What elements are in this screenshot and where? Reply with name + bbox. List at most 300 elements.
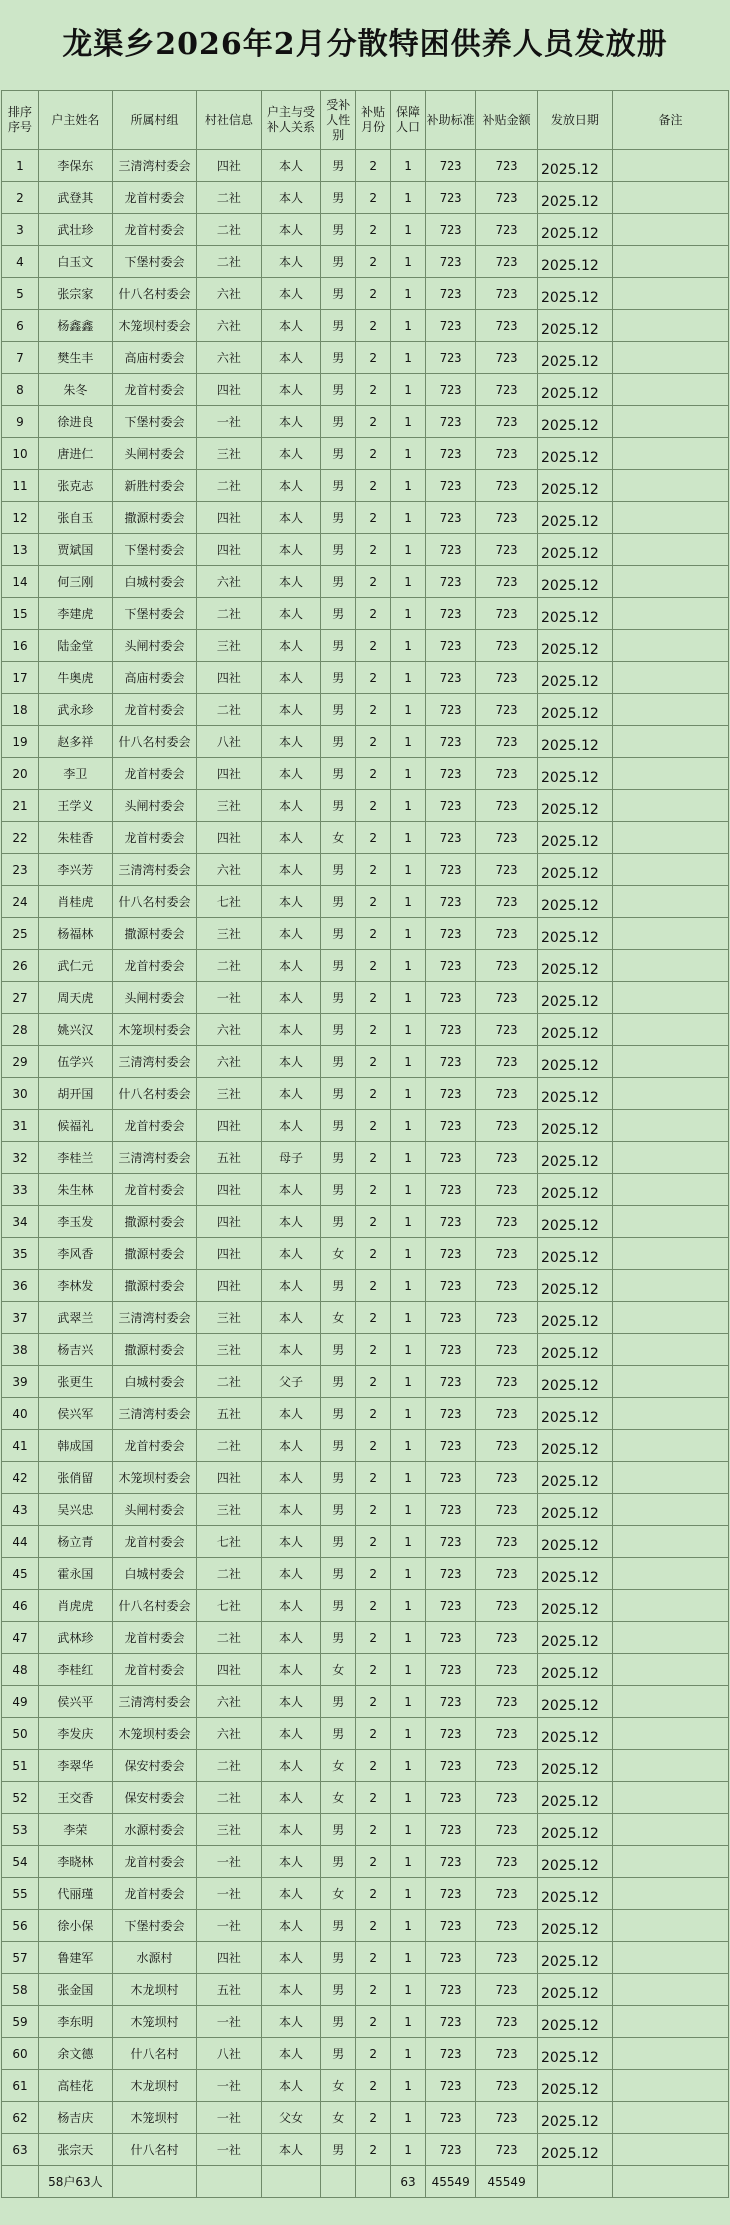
name-cell[interactable]: 李卫	[38, 758, 112, 790]
date-cell[interactable]: 2025.12	[537, 1046, 612, 1078]
relation-cell[interactable]: 本人	[261, 918, 321, 950]
relation-cell[interactable]: 本人	[261, 342, 321, 374]
seq-cell[interactable]: 27	[2, 982, 39, 1014]
group-cell[interactable]: 四社	[197, 1110, 262, 1142]
amount-cell[interactable]: 723	[476, 1206, 538, 1238]
name-cell[interactable]: 张宗家	[38, 278, 112, 310]
village-cell[interactable]: 三清湾村委会	[112, 1142, 196, 1174]
village-cell[interactable]: 木笼坝村委会	[112, 1462, 196, 1494]
amount-cell[interactable]: 723	[476, 1430, 538, 1462]
remarks-cell[interactable]	[612, 1014, 728, 1046]
months-cell[interactable]: 2	[356, 1270, 391, 1302]
months-cell[interactable]: 2	[356, 1622, 391, 1654]
seq-cell[interactable]: 43	[2, 1494, 39, 1526]
group-cell[interactable]: 四社	[197, 1654, 262, 1686]
months-cell[interactable]: 2	[356, 438, 391, 470]
date-header[interactable]: 发放日期	[537, 91, 612, 150]
date-cell[interactable]: 2025.12	[537, 278, 612, 310]
village-cell[interactable]: 木笼坝村委会	[112, 1718, 196, 1750]
date-cell[interactable]: 2025.12	[537, 1846, 612, 1878]
householder-name-header[interactable]: 户主姓名	[38, 91, 112, 150]
date-cell[interactable]: 2025.12	[537, 982, 612, 1014]
remarks-cell[interactable]	[612, 2038, 728, 2070]
amount-cell[interactable]: 723	[476, 1046, 538, 1078]
relation-cell[interactable]: 本人	[261, 854, 321, 886]
date-cell[interactable]: 2025.12	[537, 854, 612, 886]
name-cell[interactable]: 武翠兰	[38, 1302, 112, 1334]
village-cell[interactable]: 下堡村委会	[112, 1910, 196, 1942]
village-cell[interactable]: 龙首村委会	[112, 374, 196, 406]
months-cell[interactable]: 2	[356, 790, 391, 822]
amount-cell[interactable]: 723	[476, 1110, 538, 1142]
persons-cell[interactable]: 1	[391, 726, 426, 758]
gender-cell[interactable]: 男	[321, 502, 356, 534]
standard-cell[interactable]: 723	[426, 1590, 476, 1622]
name-cell[interactable]: 李风香	[38, 1238, 112, 1270]
relation-cell[interactable]: 本人	[261, 694, 321, 726]
village-cell[interactable]: 下堡村委会	[112, 246, 196, 278]
persons-cell[interactable]: 1	[391, 470, 426, 502]
remarks-cell[interactable]	[612, 150, 728, 182]
gender-cell[interactable]: 男	[321, 406, 356, 438]
group-cell[interactable]: 五社	[197, 1398, 262, 1430]
standard-cell[interactable]: 723	[426, 150, 476, 182]
months-cell[interactable]: 2	[356, 1078, 391, 1110]
seq-cell[interactable]: 23	[2, 854, 39, 886]
name-cell[interactable]: 陆金堂	[38, 630, 112, 662]
relation-cell[interactable]: 本人	[261, 1462, 321, 1494]
months-cell[interactable]: 2	[356, 502, 391, 534]
gender-cell[interactable]: 男	[321, 1558, 356, 1590]
gender-cell[interactable]: 男	[321, 1686, 356, 1718]
group-cell[interactable]: 四社	[197, 758, 262, 790]
remarks-cell[interactable]	[612, 470, 728, 502]
standard-cell[interactable]: 723	[426, 1910, 476, 1942]
amount-cell[interactable]: 723	[476, 1558, 538, 1590]
name-cell[interactable]: 侯兴军	[38, 1398, 112, 1430]
group-cell[interactable]: 二社	[197, 1782, 262, 1814]
seq-cell[interactable]: 4	[2, 246, 39, 278]
seq-cell[interactable]: 22	[2, 822, 39, 854]
relation-cell[interactable]: 本人	[261, 1398, 321, 1430]
seq-cell[interactable]: 25	[2, 918, 39, 950]
standard-cell[interactable]: 723	[426, 1174, 476, 1206]
date-cell[interactable]: 2025.12	[537, 1654, 612, 1686]
name-cell[interactable]: 杨福林	[38, 918, 112, 950]
standard-cell[interactable]: 723	[426, 1398, 476, 1430]
name-cell[interactable]: 唐进仁	[38, 438, 112, 470]
gender-cell[interactable]: 男	[321, 342, 356, 374]
village-cell[interactable]: 什八名村委会	[112, 886, 196, 918]
persons-cell[interactable]: 1	[391, 2070, 426, 2102]
remarks-header[interactable]: 备注	[612, 91, 728, 150]
standard-cell[interactable]: 723	[426, 1718, 476, 1750]
relation-cell[interactable]: 本人	[261, 1974, 321, 2006]
standard-header[interactable]: 补助标准	[426, 91, 476, 150]
amount-cell[interactable]: 723	[476, 886, 538, 918]
persons-cell[interactable]: 1	[391, 1878, 426, 1910]
relation-cell[interactable]: 本人	[261, 1846, 321, 1878]
date-cell[interactable]: 2025.12	[537, 758, 612, 790]
amount-cell[interactable]: 723	[476, 1526, 538, 1558]
gender-cell[interactable]: 男	[321, 1174, 356, 1206]
relation-cell[interactable]: 本人	[261, 502, 321, 534]
village-cell[interactable]: 水源村	[112, 1942, 196, 1974]
village-cell[interactable]: 撒源村委会	[112, 1238, 196, 1270]
name-cell[interactable]: 吴兴忠	[38, 1494, 112, 1526]
persons-cell[interactable]: 1	[391, 1334, 426, 1366]
group-cell[interactable]: 三社	[197, 438, 262, 470]
persons-cell[interactable]: 1	[391, 1270, 426, 1302]
relation-cell[interactable]: 本人	[261, 1494, 321, 1526]
standard-cell[interactable]: 723	[426, 374, 476, 406]
relation-cell[interactable]: 本人	[261, 630, 321, 662]
amount-cell[interactable]: 723	[476, 726, 538, 758]
months-cell[interactable]: 2	[356, 694, 391, 726]
relation-cell[interactable]: 本人	[261, 822, 321, 854]
group-cell[interactable]: 二社	[197, 598, 262, 630]
date-cell[interactable]: 2025.12	[537, 1078, 612, 1110]
persons-cell[interactable]: 1	[391, 1302, 426, 1334]
group-cell[interactable]: 二社	[197, 1750, 262, 1782]
amount-cell[interactable]: 723	[476, 342, 538, 374]
relation-cell[interactable]: 本人	[261, 1558, 321, 1590]
village-cell[interactable]: 龙首村委会	[112, 214, 196, 246]
group-cell[interactable]: 四社	[197, 1462, 262, 1494]
amount-cell[interactable]: 723	[476, 1302, 538, 1334]
gender-cell[interactable]: 男	[321, 1366, 356, 1398]
date-cell[interactable]: 2025.12	[537, 1142, 612, 1174]
amount-cell[interactable]: 723	[476, 1366, 538, 1398]
group-cell[interactable]: 四社	[197, 374, 262, 406]
seq-cell[interactable]: 9	[2, 406, 39, 438]
gender-cell[interactable]: 男	[321, 886, 356, 918]
months-cell[interactable]: 2	[356, 1334, 391, 1366]
remarks-cell[interactable]	[612, 310, 728, 342]
village-cell[interactable]: 木笼坝村	[112, 2006, 196, 2038]
amount-cell[interactable]: 723	[476, 1750, 538, 1782]
people-total-cell[interactable]: 63	[391, 2166, 426, 2198]
group-cell[interactable]: 二社	[197, 246, 262, 278]
remarks-cell[interactable]	[612, 886, 728, 918]
village-cell[interactable]: 保安村委会	[112, 1750, 196, 1782]
group-cell[interactable]: 三社	[197, 630, 262, 662]
standard-cell[interactable]: 723	[426, 758, 476, 790]
remarks-cell[interactable]	[612, 1494, 728, 1526]
persons-cell[interactable]: 1	[391, 758, 426, 790]
standard-cell[interactable]: 723	[426, 2006, 476, 2038]
date-cell[interactable]: 2025.12	[537, 1750, 612, 1782]
village-cell[interactable]: 头闸村委会	[112, 630, 196, 662]
gender-cell[interactable]: 男	[321, 2006, 356, 2038]
gender-cell[interactable]: 男	[321, 278, 356, 310]
remarks-cell[interactable]	[612, 694, 728, 726]
persons-cell[interactable]: 1	[391, 310, 426, 342]
date-cell[interactable]: 2025.12	[537, 1494, 612, 1526]
date-cell[interactable]: 2025.12	[537, 342, 612, 374]
months-cell[interactable]: 2	[356, 1142, 391, 1174]
name-cell[interactable]: 鲁建军	[38, 1942, 112, 1974]
village-cell[interactable]: 三清湾村委会	[112, 150, 196, 182]
standard-cell[interactable]: 723	[426, 1654, 476, 1686]
remarks-cell[interactable]	[612, 1078, 728, 1110]
persons-cell[interactable]: 1	[391, 950, 426, 982]
persons-cell[interactable]: 1	[391, 2134, 426, 2166]
persons-cell[interactable]: 1	[391, 886, 426, 918]
date-cell[interactable]: 2025.12	[537, 1782, 612, 1814]
amount-cell[interactable]: 723	[476, 982, 538, 1014]
gender-cell[interactable]: 男	[321, 1942, 356, 1974]
group-cell[interactable]: 六社	[197, 1046, 262, 1078]
relation-cell[interactable]: 本人	[261, 1046, 321, 1078]
months-cell[interactable]: 2	[356, 1782, 391, 1814]
remarks-cell[interactable]	[612, 2134, 728, 2166]
remarks-cell[interactable]	[612, 630, 728, 662]
amount-cell[interactable]: 723	[476, 2134, 538, 2166]
village-cell[interactable]: 水源村委会	[112, 1814, 196, 1846]
months-cell[interactable]: 2	[356, 310, 391, 342]
remarks-cell[interactable]	[612, 566, 728, 598]
date-cell[interactable]: 2025.12	[537, 438, 612, 470]
standard-cell[interactable]: 723	[426, 1878, 476, 1910]
seq-cell[interactable]: 49	[2, 1686, 39, 1718]
amount-cell[interactable]: 723	[476, 950, 538, 982]
group-cell[interactable]: 二社	[197, 1366, 262, 1398]
remarks-cell[interactable]	[612, 1142, 728, 1174]
group-cell[interactable]: 二社	[197, 694, 262, 726]
persons-cell[interactable]: 1	[391, 1526, 426, 1558]
amount-cell[interactable]: 723	[476, 278, 538, 310]
relation-cell[interactable]: 本人	[261, 1526, 321, 1558]
relation-cell[interactable]: 本人	[261, 2006, 321, 2038]
months-cell[interactable]: 2	[356, 1590, 391, 1622]
persons-cell[interactable]: 1	[391, 438, 426, 470]
group-cell[interactable]: 一社	[197, 406, 262, 438]
date-cell[interactable]: 2025.12	[537, 1814, 612, 1846]
relation-cell[interactable]: 本人	[261, 1334, 321, 1366]
relation-cell[interactable]: 本人	[261, 1782, 321, 1814]
amount-cell[interactable]: 723	[476, 534, 538, 566]
village-cell[interactable]: 木笼坝村委会	[112, 1014, 196, 1046]
months-cell[interactable]: 2	[356, 886, 391, 918]
gender-cell[interactable]: 男	[321, 854, 356, 886]
amount-cell[interactable]: 723	[476, 246, 538, 278]
standard-cell[interactable]: 723	[426, 1238, 476, 1270]
months-cell[interactable]: 2	[356, 342, 391, 374]
standard-cell[interactable]: 723	[426, 534, 476, 566]
remarks-cell[interactable]	[612, 790, 728, 822]
standard-cell[interactable]: 723	[426, 214, 476, 246]
months-cell[interactable]: 2	[356, 470, 391, 502]
standard-cell[interactable]: 723	[426, 1142, 476, 1174]
remarks-cell[interactable]	[612, 950, 728, 982]
seq-cell[interactable]: 37	[2, 1302, 39, 1334]
totals-blank-cell[interactable]	[356, 2166, 391, 2198]
amount-cell[interactable]: 723	[476, 1334, 538, 1366]
persons-cell[interactable]: 1	[391, 1398, 426, 1430]
village-cell[interactable]: 什八名村委会	[112, 1078, 196, 1110]
date-cell[interactable]: 2025.12	[537, 534, 612, 566]
persons-cell[interactable]: 1	[391, 1718, 426, 1750]
village-cell[interactable]: 头闸村委会	[112, 1494, 196, 1526]
seq-cell[interactable]: 28	[2, 1014, 39, 1046]
name-cell[interactable]: 韩成国	[38, 1430, 112, 1462]
remarks-cell[interactable]	[612, 1238, 728, 1270]
group-cell[interactable]: 三社	[197, 918, 262, 950]
village-cell[interactable]: 三清湾村委会	[112, 1686, 196, 1718]
gender-cell[interactable]: 男	[321, 1910, 356, 1942]
standard-cell[interactable]: 723	[426, 1846, 476, 1878]
village-cell[interactable]: 龙首村委会	[112, 1622, 196, 1654]
gender-cell[interactable]: 男	[321, 1078, 356, 1110]
gender-cell[interactable]: 男	[321, 1430, 356, 1462]
seq-cell[interactable]: 36	[2, 1270, 39, 1302]
relation-cell[interactable]: 本人	[261, 1430, 321, 1462]
group-cell[interactable]: 二社	[197, 1430, 262, 1462]
seq-cell[interactable]: 21	[2, 790, 39, 822]
amount-cell[interactable]: 723	[476, 1238, 538, 1270]
seq-cell[interactable]: 38	[2, 1334, 39, 1366]
name-cell[interactable]: 张更生	[38, 1366, 112, 1398]
relation-header[interactable]: 户主与受补人关系	[261, 91, 321, 150]
village-cell[interactable]: 三清湾村委会	[112, 1302, 196, 1334]
seq-cell[interactable]: 35	[2, 1238, 39, 1270]
standard-cell[interactable]: 723	[426, 310, 476, 342]
seq-cell[interactable]: 11	[2, 470, 39, 502]
name-cell[interactable]: 樊生丰	[38, 342, 112, 374]
relation-cell[interactable]: 本人	[261, 214, 321, 246]
gender-cell[interactable]: 女	[321, 1238, 356, 1270]
standard-cell[interactable]: 723	[426, 1814, 476, 1846]
group-cell[interactable]: 六社	[197, 342, 262, 374]
name-cell[interactable]: 牛奥虎	[38, 662, 112, 694]
gender-cell[interactable]: 男	[321, 1014, 356, 1046]
amount-cell[interactable]: 723	[476, 1654, 538, 1686]
date-cell[interactable]: 2025.12	[537, 502, 612, 534]
date-cell[interactable]: 2025.12	[537, 1910, 612, 1942]
persons-cell[interactable]: 1	[391, 1014, 426, 1046]
date-cell[interactable]: 2025.12	[537, 1558, 612, 1590]
name-cell[interactable]: 伍学兴	[38, 1046, 112, 1078]
months-cell[interactable]: 2	[356, 662, 391, 694]
remarks-cell[interactable]	[612, 1942, 728, 1974]
group-cell[interactable]: 七社	[197, 886, 262, 918]
village-cell[interactable]: 撒源村委会	[112, 502, 196, 534]
name-cell[interactable]: 何三刚	[38, 566, 112, 598]
standard-cell[interactable]: 723	[426, 918, 476, 950]
village-cell[interactable]: 什八名村	[112, 2038, 196, 2070]
persons-cell[interactable]: 1	[391, 502, 426, 534]
remarks-cell[interactable]	[612, 406, 728, 438]
persons-cell[interactable]: 1	[391, 1814, 426, 1846]
persons-cell[interactable]: 1	[391, 2038, 426, 2070]
gender-cell[interactable]: 女	[321, 1750, 356, 1782]
group-cell[interactable]: 一社	[197, 2134, 262, 2166]
date-cell[interactable]: 2025.12	[537, 374, 612, 406]
date-cell[interactable]: 2025.12	[537, 2102, 612, 2134]
persons-cell[interactable]: 1	[391, 374, 426, 406]
date-cell[interactable]: 2025.12	[537, 1174, 612, 1206]
gender-cell[interactable]: 男	[321, 150, 356, 182]
name-cell[interactable]: 李建虎	[38, 598, 112, 630]
months-cell[interactable]: 2	[356, 1014, 391, 1046]
date-cell[interactable]: 2025.12	[537, 1878, 612, 1910]
persons-cell[interactable]: 1	[391, 1910, 426, 1942]
amount-cell[interactable]: 723	[476, 1398, 538, 1430]
village-cell[interactable]: 高庙村委会	[112, 342, 196, 374]
village-cell[interactable]: 木笼坝村	[112, 2102, 196, 2134]
persons-cell[interactable]: 1	[391, 214, 426, 246]
village-cell[interactable]: 木笼坝村委会	[112, 310, 196, 342]
relation-cell[interactable]: 本人	[261, 1174, 321, 1206]
village-cell[interactable]: 白城村委会	[112, 1366, 196, 1398]
months-cell[interactable]: 2	[356, 566, 391, 598]
gender-cell[interactable]: 女	[321, 2070, 356, 2102]
amount-cell[interactable]: 723	[476, 2102, 538, 2134]
date-cell[interactable]: 2025.12	[537, 1942, 612, 1974]
months-cell[interactable]: 2	[356, 1750, 391, 1782]
months-cell[interactable]: 2	[356, 1526, 391, 1558]
persons-cell[interactable]: 1	[391, 1846, 426, 1878]
relation-cell[interactable]: 本人	[261, 598, 321, 630]
group-cell[interactable]: 二社	[197, 214, 262, 246]
seq-cell[interactable]: 45	[2, 1558, 39, 1590]
persons-cell[interactable]: 1	[391, 790, 426, 822]
date-cell[interactable]: 2025.12	[537, 1430, 612, 1462]
persons-cell[interactable]: 1	[391, 246, 426, 278]
remarks-cell[interactable]	[612, 758, 728, 790]
village-cell[interactable]: 下堡村委会	[112, 598, 196, 630]
remarks-cell[interactable]	[612, 1910, 728, 1942]
name-cell[interactable]: 贾斌国	[38, 534, 112, 566]
remarks-cell[interactable]	[612, 438, 728, 470]
persons-cell[interactable]: 1	[391, 1174, 426, 1206]
name-cell[interactable]: 高桂花	[38, 2070, 112, 2102]
relation-cell[interactable]: 本人	[261, 1302, 321, 1334]
village-cell[interactable]: 三清湾村委会	[112, 1046, 196, 1078]
persons-cell[interactable]: 1	[391, 854, 426, 886]
name-cell[interactable]: 朱桂香	[38, 822, 112, 854]
standard-cell[interactable]: 723	[426, 438, 476, 470]
date-cell[interactable]: 2025.12	[537, 1974, 612, 2006]
months-cell[interactable]: 2	[356, 1846, 391, 1878]
name-cell[interactable]: 李翠华	[38, 1750, 112, 1782]
remarks-cell[interactable]	[612, 182, 728, 214]
relation-cell[interactable]: 本人	[261, 438, 321, 470]
totals-blank-cell[interactable]	[612, 2166, 728, 2198]
name-cell[interactable]: 杨吉兴	[38, 1334, 112, 1366]
amount-cell[interactable]: 723	[476, 1782, 538, 1814]
relation-cell[interactable]: 本人	[261, 886, 321, 918]
remarks-cell[interactable]	[612, 1366, 728, 1398]
standard-cell[interactable]: 723	[426, 470, 476, 502]
name-cell[interactable]: 杨立青	[38, 1526, 112, 1558]
months-cell[interactable]: 2	[356, 1110, 391, 1142]
remarks-cell[interactable]	[612, 278, 728, 310]
name-cell[interactable]: 武壮珍	[38, 214, 112, 246]
standard-cell[interactable]: 723	[426, 598, 476, 630]
group-cell[interactable]: 一社	[197, 1910, 262, 1942]
date-cell[interactable]: 2025.12	[537, 1718, 612, 1750]
seq-cell[interactable]: 5	[2, 278, 39, 310]
persons-cell[interactable]: 1	[391, 1462, 426, 1494]
standard-cell[interactable]: 723	[426, 1206, 476, 1238]
standard-cell[interactable]: 723	[426, 406, 476, 438]
date-cell[interactable]: 2025.12	[537, 566, 612, 598]
amount-cell[interactable]: 723	[476, 502, 538, 534]
gender-cell[interactable]: 男	[321, 214, 356, 246]
persons-cell[interactable]: 1	[391, 182, 426, 214]
